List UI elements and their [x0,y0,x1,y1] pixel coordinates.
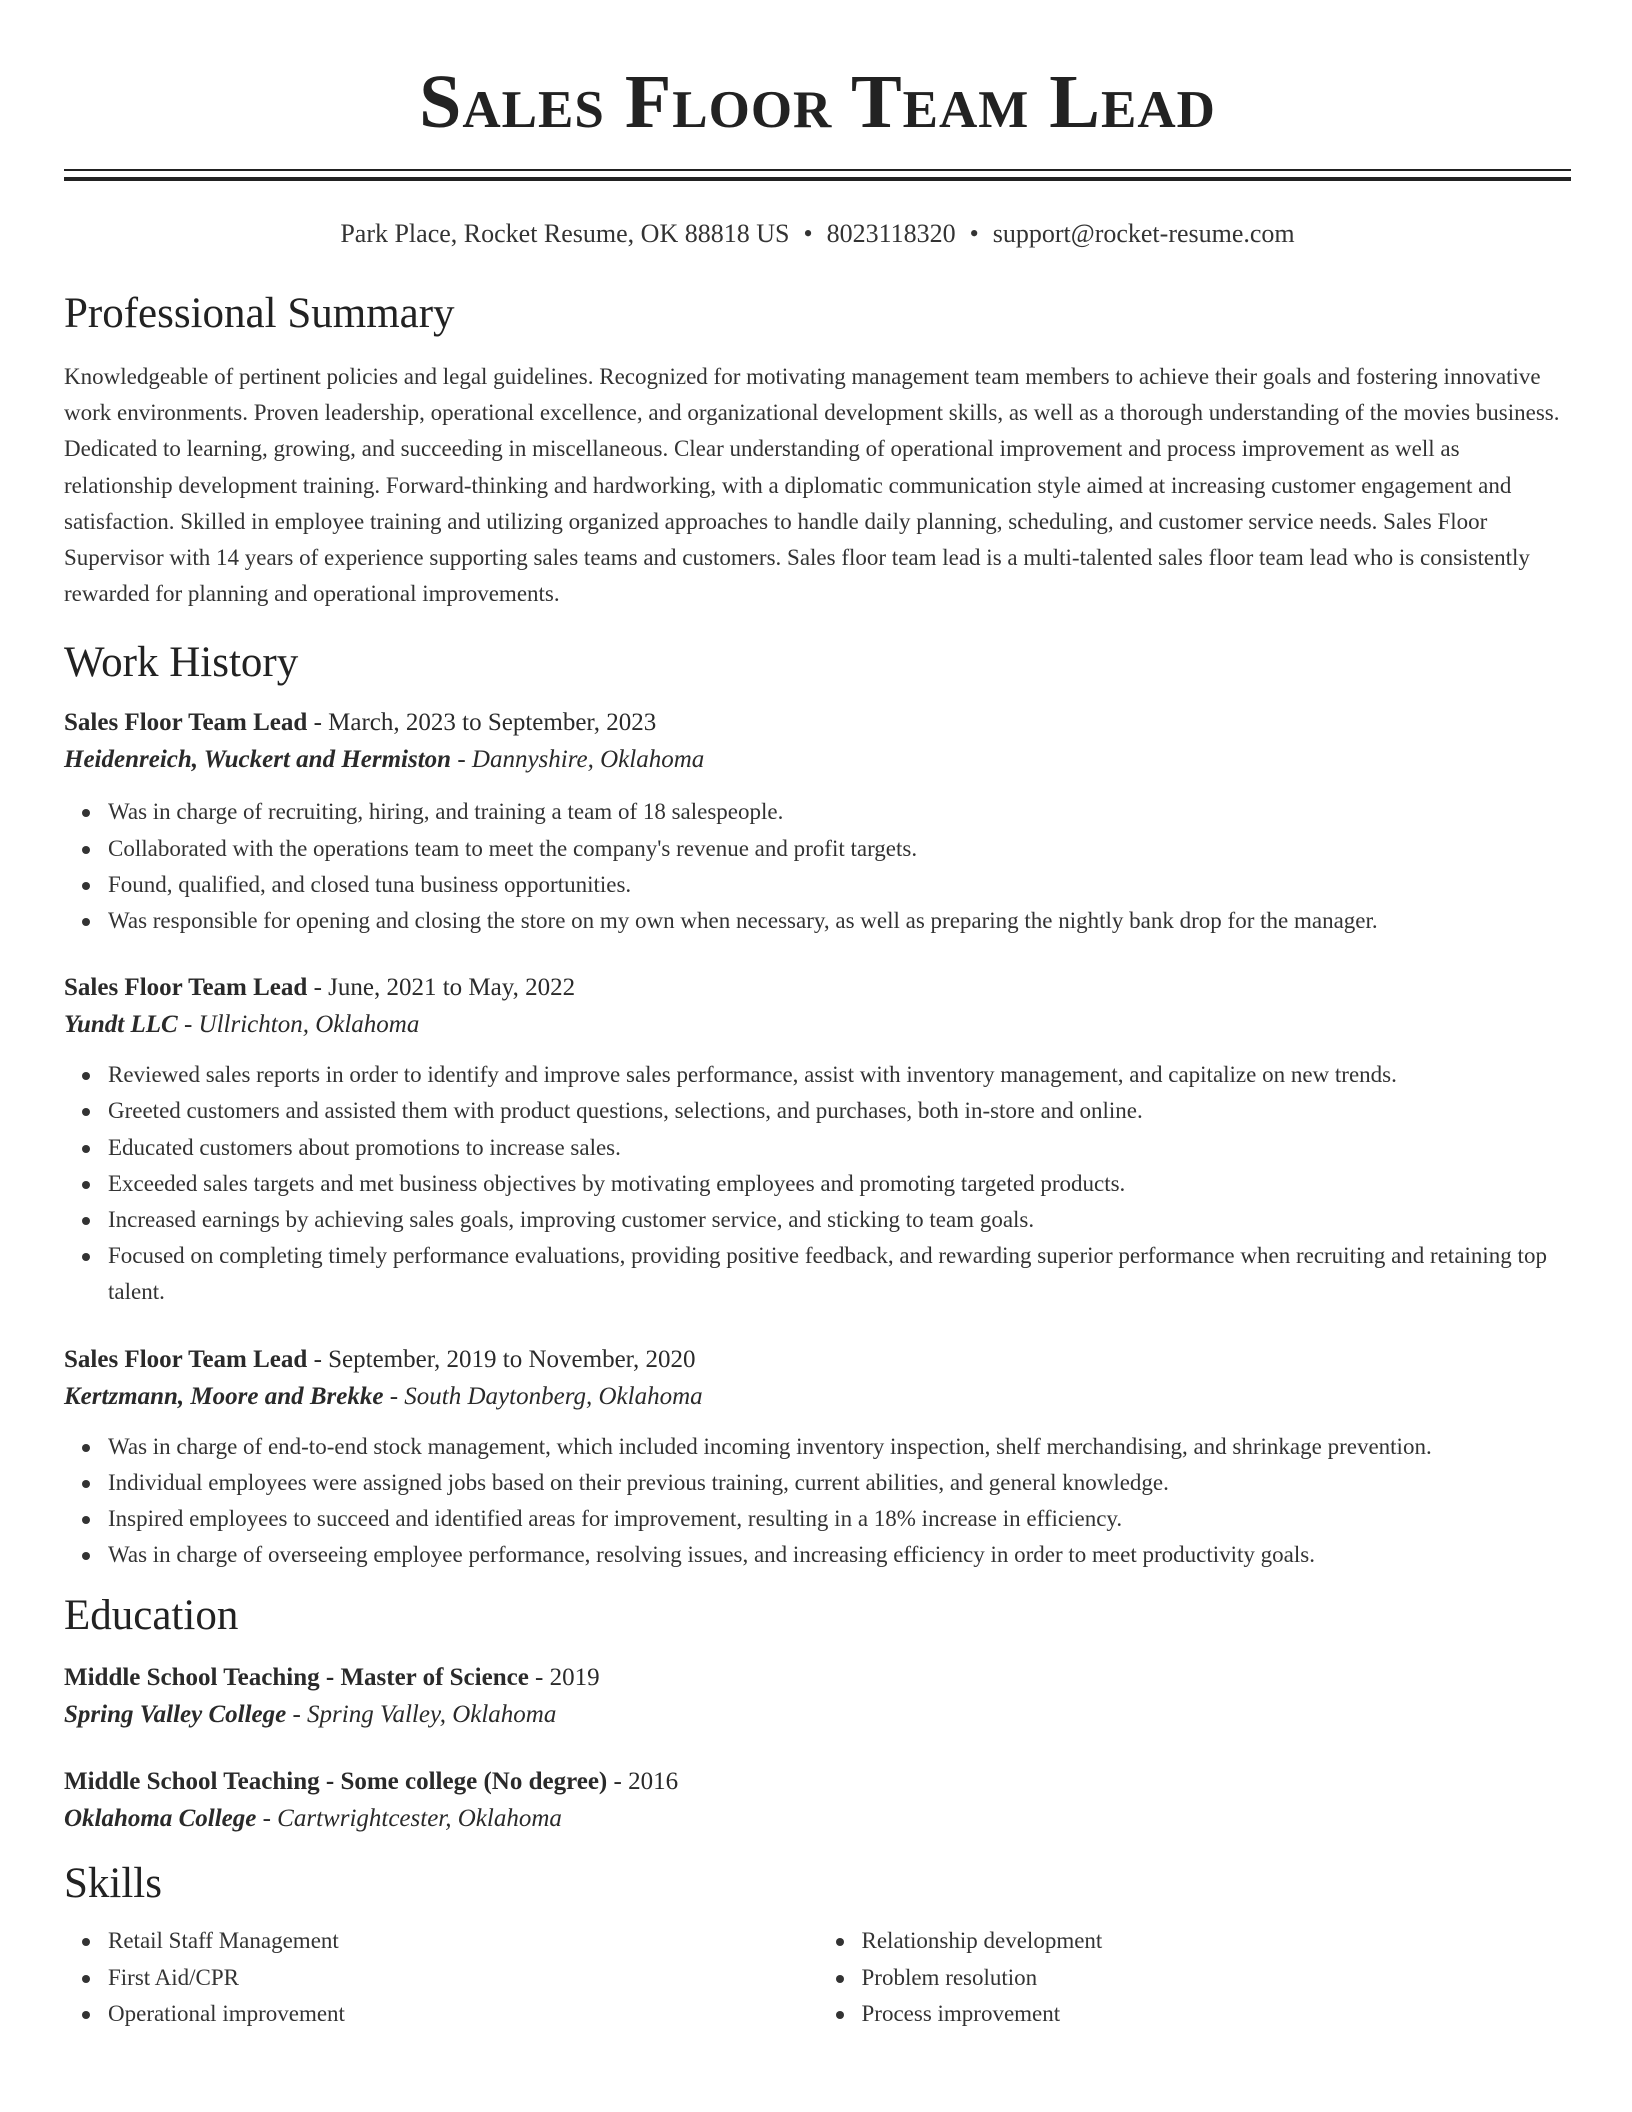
job-bullets [64,794,1571,939]
job-title: Sales Floor Team Lead [64,1345,308,1373]
contact-phone: 8023118320 [826,219,956,248]
job-dates: - March, 2023 to September, 2023 [307,709,657,737]
job-bullet: Inspired employees to succeed and identified areas for improvement, resulting in a 18% increase in efficiency. [108,1501,1571,1537]
education-degree: Middle School Teaching - Master of Science [64,1664,529,1692]
skill-item: First Aid/CPR [108,1960,818,1996]
job-bullets [64,1429,1571,1574]
job-dates: - September, 2019 to November, 2020 [307,1345,696,1373]
skill-item: Relationship development [862,1923,1572,1959]
section-heading-work-history: Work History [64,639,299,687]
education-degree-line [64,1765,1571,1799]
job-title-line [64,1343,1571,1377]
section-heading-summary: Professional Summary [64,290,455,337]
job-bullet: Educated customers about promotions to increase sales. [108,1130,1571,1166]
contact-separator: • [969,219,979,248]
skills-columns [64,1923,1571,2032]
job-bullet: Increased earnings by achieving sales goals, improving customer service, and sticking to team goals. [108,1202,1571,1238]
education-entry [64,1661,1571,1733]
section-heading-skills: Skills [64,1860,162,1908]
job-bullets [64,1057,1571,1310]
education-degree-line [64,1661,1571,1695]
job-bullet: Focused on completing timely performance evaluations, providing positive feedback, and rewarding superior performance when recruiting and retaining top talent. [108,1238,1571,1310]
header-rule-thin [64,169,1571,171]
job-entry [64,1343,1571,1574]
job-bullet: Was responsible for opening and closing the store on my own when necessary, as well as preparing the nightly bank drop for the manager. [108,903,1571,939]
job-company-line [64,1007,1571,1043]
skill-item: Retail Staff Management [108,1923,818,1959]
education-entry [64,1765,1571,1837]
education-year: - 2016 [607,1768,679,1796]
job-dates: - June, 2021 to May, 2022 [307,974,576,1002]
contact-email: support@rocket-resume.com [992,219,1295,248]
education-year: - 2019 [528,1664,600,1692]
summary-text: Knowledgeable of pertinent policies and legal guidelines. Recognized for motivating management team members to achieve their goals and fostering innovative work environments. Proven leadership, operational excellence, and organizational development skills, as well as a thorough understanding of the movies business. Dedicated to learning, growing, and succeeding in miscellaneous. Clear understanding of operational improvement and process improvement as well as relationship development training. Forward-thinking and hardworking, with a diplomatic communication style aimed at increasing customer engagement and satisfaction. Skilled in employee training and utilizing organized approaches to handle daily planning, scheduling, and customer service needs. Sales Floor Supervisor with 14 years of experience supporting sales teams and customers. Sales floor team lead is a multi-talented sales floor team lead who is consistently rewarded for planning and operational improvements. [64,364,1560,607]
job-company-line [64,1379,1571,1415]
job-bullet: Reviewed sales reports in order to identify and improve sales performance, assist with inventory management, and capitalize on new trends. [108,1057,1571,1093]
job-company-line [64,742,1571,778]
header-rule-thick [64,177,1571,181]
job-title: Sales Floor Team Lead [64,974,308,1002]
job-location: - South Daytonberg, Oklahoma [383,1382,703,1410]
education-school-line [64,1801,1571,1837]
skills-list-right [818,1923,1572,2032]
education-degree: Middle School Teaching - Some college (No degree) [64,1768,608,1796]
job-location: - Ullrichton, Oklahoma [177,1011,420,1039]
skill-item: Process improvement [862,1996,1572,2032]
education-school: Oklahoma College [64,1805,257,1833]
job-bullet: Was in charge of end-to-end stock management, which included incoming inventory inspection, shelf merchandising, and shrinkage prevention. [108,1429,1571,1465]
job-entry [64,706,1571,939]
job-bullet: Individual employees were assigned jobs based on their previous training, current abilities, and general knowledge. [108,1465,1571,1501]
contact-address: Park Place, Rocket Resume, OK 88818 US [340,219,790,248]
job-bullet: Was in charge of overseeing employee performance, resolving issues, and increasing efficiency in order to meet productivity goals. [108,1537,1571,1573]
candidate-name: Sales Floor Team Lead [419,60,1216,144]
skills-list-left [64,1923,818,2032]
job-title: Sales Floor Team Lead [64,709,308,737]
job-company: Yundt LLC [64,1011,178,1039]
job-company: Heidenreich, Wuckert and Hermiston [64,746,452,774]
contact-line [64,219,1571,249]
contact-separator: • [803,219,813,248]
job-entry [64,971,1571,1310]
job-bullet: Collaborated with the operations team to meet the company's revenue and profit targets. [108,831,1571,867]
job-title-line [64,706,1571,740]
skill-item: Problem resolution [862,1960,1572,1996]
resume-page [64,0,1571,2032]
education-location: - Cartwrightcester, Oklahoma [256,1805,562,1833]
job-bullet: Greeted customers and assisted them with product questions, selections, and purchases, both in-store and online. [108,1093,1571,1129]
education-location: - Spring Valley, Oklahoma [286,1701,557,1729]
education-school-line [64,1697,1571,1733]
job-bullet: Was in charge of recruiting, hiring, and training a team of 18 salespeople. [108,794,1571,830]
section-heading-education: Education [64,1592,239,1640]
job-company: Kertzmann, Moore and Brekke [64,1382,384,1410]
job-bullet: Found, qualified, and closed tuna business opportunities. [108,867,1571,903]
job-bullet: Exceeded sales targets and met business objectives by motivating employees and promoting targeted products. [108,1166,1571,1202]
job-location: - Dannyshire, Oklahoma [451,746,705,774]
job-title-line [64,971,1571,1005]
education-school: Spring Valley College [64,1701,287,1729]
skill-item: Operational improvement [108,1996,818,2032]
